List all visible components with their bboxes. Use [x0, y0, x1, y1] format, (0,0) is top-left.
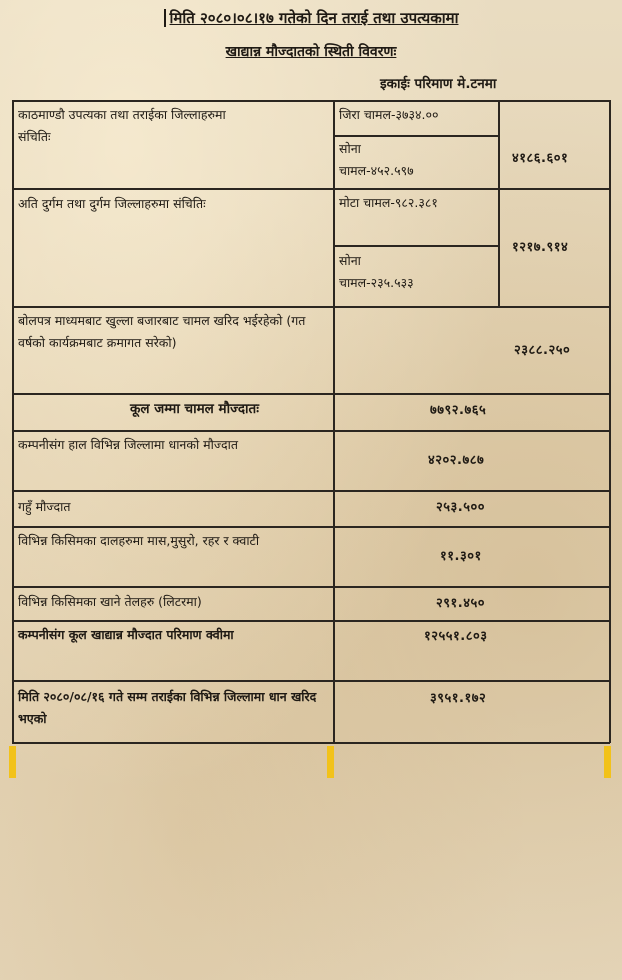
row-label: कम्पनीसंग हाल विभिन्न जिल्लामा धानको मौज्दात [18, 437, 239, 452]
row-label: बोलपत्र माध्यमबाट खुल्ला बजारबाट चामल खरिद भईरहेको (गत वर्षको कार्यक्रमबाट क्रमागत सरेको) [18, 313, 306, 350]
title-line-1 [0, 8, 622, 28]
table-rule [333, 100, 335, 743]
row-value: २३८८.२५० [514, 343, 571, 358]
table-rule [12, 526, 610, 528]
table-rule [12, 742, 610, 744]
row-value: १२५५१.८०३ [424, 629, 488, 644]
yellow-marker [9, 746, 16, 778]
row-value: १२१७.९१४ [512, 240, 569, 255]
row-value: ४२०२.७८७ [428, 453, 485, 468]
yellow-marker [604, 746, 611, 778]
title-line-1-text: मिति २०८०।०८।१७ गतेको दिन तराई तथा उपत्यकामा [164, 9, 459, 27]
unit-label: इकाईः परिमाण मे.टनमा [380, 76, 497, 92]
row-label: अति दुर्गम तथा दुर्गम जिल्लाहरुमा संचितिः [18, 196, 206, 211]
row-label: काठमाण्डौ उपत्यका तथा तराईका जिल्लाहरुमा संचितिः [18, 107, 226, 144]
row-label: कम्पनीसंग कूल खाद्यान्न मौज्दात परिमाण क्वीमा [18, 627, 234, 642]
table-rule [12, 586, 610, 588]
row-label: विभिन्न किसिमका खाने तेलहरु (लिटरमा) [18, 594, 202, 609]
row-label: मिति २०८०/०८/१६ गते सम्म तराईका विभिन्न जिल्लामा धान खरिद भएको [18, 689, 317, 726]
table-rule [12, 620, 610, 622]
yellow-marker [327, 746, 334, 778]
row-value: ३९५१.१७२ [430, 691, 487, 706]
row-label: गहुँ मौज्दात [18, 499, 71, 514]
row-value: २५३.५०० [436, 500, 485, 515]
table-rule [12, 393, 610, 395]
table-rule [12, 100, 610, 102]
table-rule [12, 490, 610, 492]
table-rule [12, 188, 610, 190]
table-rule [12, 306, 610, 308]
row-value: ७७९२.७६५ [430, 403, 487, 418]
row-value: २९१.४५० [436, 596, 485, 611]
sub-item: मोटा चामल-९८२.३८१ [339, 195, 438, 210]
sub-item: जिरा चामल-३७३४.०० [339, 107, 439, 122]
table-rule [12, 680, 610, 682]
title-line-2: खाद्यान्न मौज्दातको स्थिती विवरणः [225, 44, 397, 60]
row-value: ११.३०१ [440, 549, 482, 564]
row-label: विभिन्न किसिमका दालहरुमा मास,मुसुरो, रहर र क्वाटी [18, 533, 260, 548]
table-rule [333, 245, 498, 247]
sub-item: सोना चामल-२३५.५३३ [339, 253, 414, 290]
table-rule [609, 100, 611, 743]
row-label: कूल जम्मा चामल मौज्दातः [130, 401, 259, 417]
sub-item: सोना चामल-४५२.५९७ [339, 141, 414, 178]
table-rule [498, 100, 500, 306]
table-rule [12, 100, 14, 743]
table-rule [333, 135, 498, 137]
row-value: ४१८६.६०१ [512, 151, 569, 166]
table-rule [12, 430, 610, 432]
